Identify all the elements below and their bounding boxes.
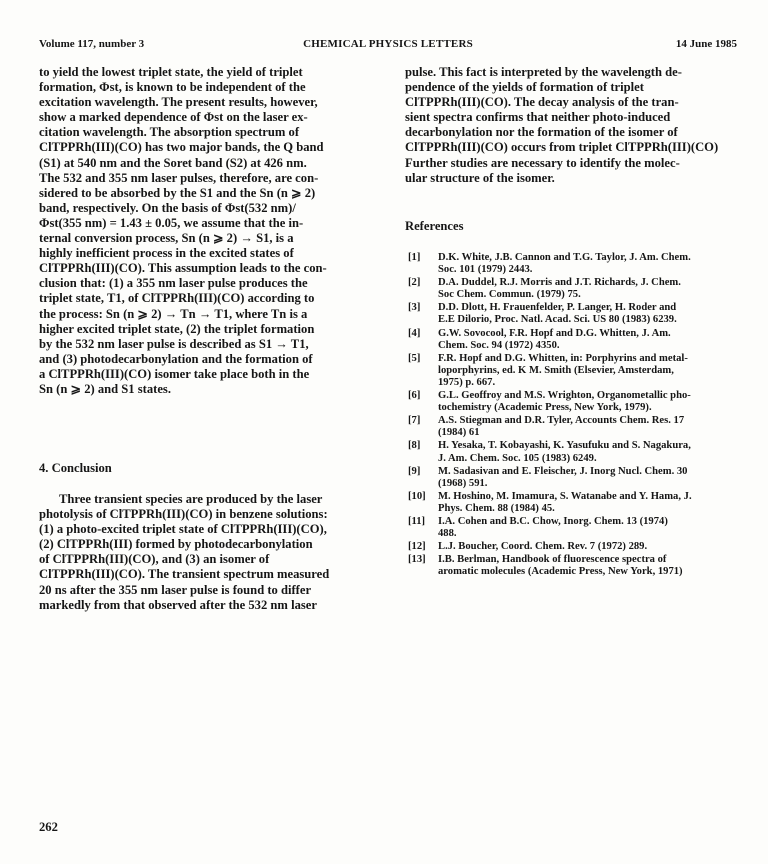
text-line: (1) a photo-excited triplet state of ClTPPRh(III)(CO),: [39, 522, 327, 537]
text-line: band, respectively. On the basis of Φst(532 nm)/: [39, 200, 296, 215]
reference-line: Chem. Soc. 94 (1972) 4350.: [438, 339, 560, 351]
reference-line: aromatic molecules (Academic Press, New York, 1971): [438, 566, 683, 578]
reference-line: J. Am. Chem. Soc. 105 (1983) 6249.: [438, 452, 597, 464]
reference-line: (1968) 591.: [438, 477, 488, 489]
text-line: pulse. This fact is interpreted by the wavelength de-: [405, 65, 682, 79]
text-line: (2) ClTPPRh(III) formed by photodecarbonylation: [39, 537, 313, 552]
reference-line: G.L. Geoffroy and M.S. Wrighton, Organometallic pho-: [438, 390, 691, 402]
reference-line: Soc Chem. Commun. (1979) 75.: [438, 289, 581, 301]
reference-line: H. Yesaka, T. Kobayashi, K. Yasufuku and S. Nagakura,: [438, 440, 691, 452]
right-column-text: [405, 65, 745, 186]
text-line: markedly from that observed after the 532 nm laser: [39, 597, 317, 612]
reference-number: [2]: [408, 277, 421, 289]
left-column-text: [39, 65, 385, 397]
running-header: [39, 38, 737, 52]
reference-item: [408, 390, 748, 414]
reference-item: [408, 328, 748, 352]
text-line: higher excited triplet state, (2) the triplet formation: [39, 321, 315, 336]
text-line: by the 532 nm laser pulse is described as S1 → T1,: [39, 336, 309, 351]
reference-line: M. Sadasivan and E. Fleischer, J. Inorg Nucl. Chem. 30: [438, 465, 688, 477]
text-line: pendence of the yields of formation of triplet: [405, 80, 644, 95]
reference-line: I.A. Cohen and B.C. Chow, Inorg. Chem. 13 (1974): [438, 515, 668, 527]
volume-info: Volume 117, number 3: [39, 38, 145, 50]
reference-line: D.K. White, J.B. Cannon and T.G. Taylor, J. Am. Chem.: [438, 252, 691, 263]
text-line: Further studies are necessary to identify the molec-: [405, 155, 680, 170]
reference-line: D.D. Dlott, H. Frauenfelder, P. Langer, H. Roder and: [438, 302, 677, 314]
reference-number: [12]: [408, 541, 426, 553]
reference-line: tochemistry (Academic Press, New York, 1979).: [438, 402, 652, 414]
text-line: The 532 and 355 nm laser pulses, therefore, are con-: [39, 170, 319, 185]
text-line: ClTPPRh(III)(CO). The decay analysis of the tran-: [405, 95, 679, 110]
reference-item: [408, 541, 748, 553]
reference-line: D.A. Duddel, R.J. Morris and J.T. Richards, J. Chem.: [438, 277, 681, 289]
text-line: ternal conversion process, Sn (n ⩾ 2) → S1, is a: [39, 231, 294, 246]
text-line: ClTPPRh(III)(CO). This assumption leads to the con-: [39, 261, 327, 276]
reference-number: [6]: [408, 390, 421, 402]
reference-number: [10]: [408, 490, 426, 502]
text-line: 20 ns after the 355 nm laser pulse is found to differ: [39, 582, 312, 597]
reference-line: Soc. 101 (1979) 2443.: [438, 264, 533, 276]
text-line: show a marked dependence of Φst on the laser ex-: [39, 110, 308, 125]
journal-title: CHEMICAL PHYSICS LETTERS: [303, 38, 473, 50]
text-line: decarbonylation nor the formation of the isomer of: [405, 125, 678, 140]
text-line: sient spectra confirms that neither photo-induced: [405, 110, 671, 125]
text-line: excitation wavelength. The present results, however,: [39, 95, 318, 110]
reference-line: loporphyrins, ed. K M. Smith (Elsevier, Amsterdam,: [438, 364, 674, 376]
reference-line: A.S. Stiegman and D.R. Tyler, Accounts Chem. Res. 17: [438, 415, 685, 427]
text-line: to yield the lowest triplet state, the yield of triplet: [39, 65, 303, 79]
text-line: Sn (n ⩾ 2) and S1 states.: [39, 381, 171, 396]
reference-number: [13]: [408, 554, 426, 566]
reference-line: L.J. Boucher, Coord. Chem. Rev. 7 (1972) 289.: [438, 541, 648, 553]
reference-line: 488.: [438, 528, 457, 540]
page-number: 262: [39, 820, 58, 834]
text-line: and (3) photodecarbonylation and the formation of: [39, 351, 313, 366]
conclusion-text: [39, 492, 385, 613]
text-line: citation wavelength. The absorption spectrum of: [39, 125, 300, 140]
reference-item: [408, 516, 748, 540]
issue-date: 14 June 1985: [675, 38, 737, 50]
text-line: ular structure of the isomer.: [405, 170, 555, 185]
text-line: clusion that: (1) a 355 nm laser pulse produces the: [39, 276, 308, 291]
reference-line: 1975) p. 667.: [438, 376, 496, 388]
reference-line: F.R. Hopf and D.G. Whitten, in: Porphyrins and metal-: [438, 352, 688, 364]
text-line: sidered to be absorbed by the S1 and the Sn (n ⩾ 2): [39, 185, 316, 200]
reference-item: [408, 466, 748, 490]
reference-item: [408, 252, 748, 276]
reference-item: [408, 277, 748, 301]
text-line: triplet state, T1, of ClTPPRh(III)(CO) according to: [39, 291, 315, 306]
reference-line: Phys. Chem. 88 (1984) 45.: [438, 502, 555, 514]
text-line: (S1) at 540 nm and the Soret band (S2) at 426 nm.: [39, 155, 307, 170]
text-line: the process: Sn (n ⩾ 2) → Tn → T1, where Tn is a: [39, 306, 308, 321]
text-line: ClTPPRh(III)(CO) occurs from triplet ClTPPRh(III)(CO): [405, 140, 719, 155]
reference-line: I.B. Berlman, Handbook of fluorescence spectra of: [438, 554, 667, 566]
reference-line: M. Hoshino, M. Imamura, S. Watanabe and Y. Hama, J.: [438, 490, 692, 502]
reference-number: [1]: [408, 252, 421, 263]
reference-number: [7]: [408, 415, 421, 427]
reference-number: [3]: [408, 302, 421, 314]
reference-number: [11]: [408, 515, 426, 527]
text-line: photolysis of ClTPPRh(III)(CO) in benzene solutions:: [39, 507, 328, 522]
reference-item: [408, 353, 748, 389]
text-line: ClTPPRh(III)(CO) has two major bands, the Q band: [39, 140, 324, 155]
reference-line: (1984) 61: [438, 427, 480, 439]
text-line: of ClTPPRh(III)(CO), and (3) an isomer of: [39, 552, 270, 567]
reference-line: E.E Dilorio, Proc. Natl. Acad. Sci. US 80 (1983) 6239.: [438, 314, 677, 326]
text-line: a ClTPPRh(III)(CO) isomer take place both in the: [39, 366, 310, 381]
text-line: Φst(355 nm) = 1.43 ± 0.05, we assume that the in-: [39, 215, 304, 230]
reference-number: [9]: [408, 465, 421, 477]
text-line: Three transient species are produced by the laser: [59, 492, 323, 506]
reference-number: [5]: [408, 352, 421, 364]
reference-list: [408, 252, 748, 579]
section-heading-conclusion: 4. Conclusion: [39, 461, 112, 475]
text-line: ClTPPRh(III)(CO). The transient spectrum measured: [39, 567, 330, 582]
reference-item: [408, 415, 748, 439]
reference-line: G.W. Sovocool, F.R. Hopf and D.G. Whitten, J. Am.: [438, 327, 671, 339]
reference-item: [408, 491, 748, 515]
reference-number: [8]: [408, 440, 421, 452]
reference-item: [408, 440, 748, 464]
text-line: highly inefficient process in the excited states of: [39, 246, 294, 261]
reference-item: [408, 302, 748, 326]
reference-number: [4]: [408, 327, 421, 339]
reference-item: [408, 554, 748, 578]
text-line: formation, Φst, is known to be independent of the: [39, 80, 306, 95]
references-heading: References: [405, 219, 464, 233]
